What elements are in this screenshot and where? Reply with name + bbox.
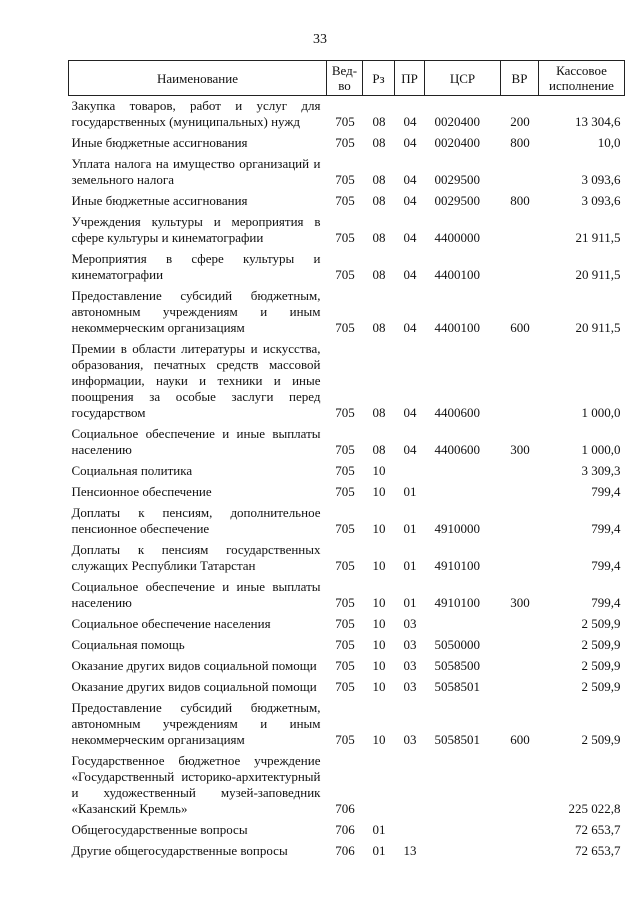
table-row — [69, 461, 625, 482]
cell-pr: 04 — [403, 267, 417, 282]
cell-name: Доплаты к пенсиям, дополнительное пенсионное обеспечение — [71, 505, 321, 536]
cell-csr: 5058501 — [434, 732, 480, 747]
cell-ved: 706 — [335, 801, 355, 816]
table-row — [69, 154, 625, 191]
cell-vr — [501, 249, 539, 286]
cell-vr — [501, 841, 539, 862]
cell-amount: 20 911,5 — [575, 267, 621, 282]
cell-csr: 4400100 — [434, 320, 480, 335]
table-row — [69, 751, 625, 820]
cell-ved: 706 — [335, 843, 355, 858]
cell-amount: 72 653,7 — [575, 843, 621, 858]
budget-table — [68, 60, 625, 862]
cell-rz: 10 — [372, 616, 386, 631]
cell-amount: 225 022,8 — [568, 801, 621, 816]
cell-vr: 600 — [510, 732, 530, 747]
cell-name: Социальное обеспечение населения — [71, 616, 271, 631]
header-name: Наименование — [69, 61, 327, 96]
cell-pr: 03 — [403, 616, 417, 631]
cell-vr — [501, 540, 539, 577]
cell-ved: 705 — [335, 193, 355, 208]
cell-ved: 705 — [335, 732, 355, 747]
table-row — [69, 656, 625, 677]
cell-pr: 04 — [403, 193, 417, 208]
cell-ved: 705 — [335, 135, 355, 150]
cell-csr: 4400000 — [434, 230, 480, 245]
cell-pr — [395, 751, 425, 820]
cell-ved: 706 — [335, 822, 355, 837]
cell-amount: 20 911,5 — [575, 320, 621, 335]
cell-csr: 0020400 — [434, 114, 480, 129]
cell-amount: 3 309,3 — [581, 463, 621, 478]
cell-csr: 0020400 — [434, 135, 480, 150]
cell-rz: 08 — [372, 193, 386, 208]
cell-vr — [501, 751, 539, 820]
cell-amount: 2 509,9 — [581, 637, 621, 652]
cell-rz: 08 — [372, 230, 386, 245]
cell-amount: 2 509,9 — [581, 732, 621, 747]
cell-name: Социальное обеспечение и иные выплаты населению — [71, 579, 321, 610]
cell-ved: 705 — [335, 679, 355, 694]
cell-csr: 4910000 — [434, 521, 480, 536]
cell-pr — [395, 461, 425, 482]
table-row — [69, 635, 625, 656]
cell-csr: 4910100 — [434, 558, 480, 573]
cell-rz: 08 — [372, 135, 386, 150]
cell-ved: 705 — [335, 558, 355, 573]
cell-csr: 4400100 — [434, 267, 480, 282]
table-row — [69, 191, 625, 212]
cell-rz: 08 — [372, 172, 386, 187]
table-row — [69, 286, 625, 339]
cell-name: Закупка товаров, работ и услуг для государственных (муниципальных) нужд — [71, 98, 321, 129]
cell-csr: 5050000 — [434, 637, 480, 652]
cell-amount: 799,4 — [591, 595, 621, 610]
cell-ved: 705 — [335, 658, 355, 673]
cell-vr: 300 — [510, 595, 530, 610]
cell-pr: 01 — [403, 595, 417, 610]
cell-rz: 08 — [372, 405, 386, 420]
cell-vr: 600 — [510, 320, 530, 335]
cell-csr — [425, 751, 501, 820]
cell-csr — [425, 482, 501, 503]
cell-amount: 1 000,0 — [581, 442, 621, 457]
header-amount: Кассовое исполнение — [539, 61, 625, 96]
cell-pr: 03 — [403, 679, 417, 694]
cell-rz: 10 — [372, 679, 386, 694]
cell-amount: 2 509,9 — [581, 658, 621, 673]
cell-vr — [501, 482, 539, 503]
cell-vr — [501, 339, 539, 424]
page-number: 33 — [313, 32, 327, 47]
table-row — [69, 339, 625, 424]
cell-rz: 08 — [372, 442, 386, 457]
table-body — [69, 96, 625, 863]
cell-ved: 705 — [335, 595, 355, 610]
cell-vr — [501, 656, 539, 677]
cell-ved: 705 — [335, 463, 355, 478]
cell-pr: 01 — [403, 484, 417, 499]
cell-ved: 705 — [335, 442, 355, 457]
cell-vr: 200 — [510, 114, 530, 129]
cell-name: Оказание других видов социальной помощи — [71, 658, 317, 673]
cell-vr — [501, 614, 539, 635]
cell-amount: 21 911,5 — [575, 230, 621, 245]
cell-vr: 800 — [510, 135, 530, 150]
table-row — [69, 614, 625, 635]
cell-name: Предоставление субсидий бюджетным, автономным учреждениям и иным некоммерческим организациям — [71, 700, 321, 747]
cell-csr: 4400600 — [434, 442, 480, 457]
cell-name: Доплаты к пенсиям государственных служащих Республики Татарстан — [71, 542, 321, 573]
cell-csr: 5058501 — [434, 679, 480, 694]
cell-name: Оказание других видов социальной помощи — [71, 679, 317, 694]
cell-csr: 0029500 — [434, 193, 480, 208]
cell-name: Мероприятия в сфере культуры и кинематографии — [71, 251, 321, 282]
cell-rz: 01 — [372, 843, 386, 858]
cell-amount: 799,4 — [591, 521, 621, 536]
cell-amount: 72 653,7 — [575, 822, 621, 837]
cell-rz: 10 — [372, 521, 386, 536]
header-csr: ЦСР — [425, 61, 501, 96]
cell-rz: 08 — [372, 114, 386, 129]
cell-csr: 5058500 — [434, 658, 480, 673]
cell-vr — [501, 635, 539, 656]
table-row — [69, 540, 625, 577]
table-row — [69, 841, 625, 862]
cell-amount: 2 509,9 — [581, 679, 621, 694]
table-row — [69, 482, 625, 503]
cell-pr: 04 — [403, 172, 417, 187]
cell-amount: 799,4 — [591, 484, 621, 499]
cell-ved: 705 — [335, 521, 355, 536]
cell-vr — [501, 154, 539, 191]
cell-pr: 03 — [403, 732, 417, 747]
cell-csr: 0029500 — [434, 172, 480, 187]
cell-pr: 04 — [403, 442, 417, 457]
cell-rz: 10 — [372, 463, 386, 478]
cell-amount: 3 093,6 — [581, 172, 621, 187]
cell-amount: 10,0 — [597, 135, 621, 150]
cell-name: Социальная помощь — [71, 637, 185, 652]
cell-csr: 4400600 — [434, 405, 480, 420]
cell-vr — [501, 677, 539, 698]
cell-amount: 3 093,6 — [581, 193, 621, 208]
cell-pr: 04 — [403, 320, 417, 335]
cell-csr — [425, 841, 501, 862]
cell-pr: 04 — [403, 135, 417, 150]
cell-vr — [501, 461, 539, 482]
cell-amount: 799,4 — [591, 558, 621, 573]
table-row — [69, 133, 625, 154]
table-row — [69, 677, 625, 698]
cell-ved: 705 — [335, 637, 355, 652]
cell-name: Общегосударственные вопросы — [71, 822, 248, 837]
table-row — [69, 424, 625, 461]
cell-csr — [425, 820, 501, 841]
table-row — [69, 96, 625, 134]
cell-amount: 1 000,0 — [581, 405, 621, 420]
header-vr: ВР — [501, 61, 539, 96]
cell-ved: 705 — [335, 267, 355, 282]
table-row — [69, 212, 625, 249]
cell-rz: 10 — [372, 558, 386, 573]
cell-name: Иные бюджетные ассигнования — [71, 135, 248, 150]
cell-vr — [501, 503, 539, 540]
cell-vr: 800 — [510, 193, 530, 208]
cell-rz: 10 — [372, 658, 386, 673]
cell-pr: 01 — [403, 521, 417, 536]
cell-pr — [395, 820, 425, 841]
cell-name: Иные бюджетные ассигнования — [71, 193, 248, 208]
cell-name: Уплата налога на имущество организаций и земельного налога — [71, 156, 321, 187]
cell-csr — [425, 461, 501, 482]
cell-pr: 04 — [403, 114, 417, 129]
table-header — [69, 61, 625, 96]
cell-pr: 03 — [403, 637, 417, 652]
table-row — [69, 698, 625, 751]
cell-pr: 04 — [403, 405, 417, 420]
cell-rz: 01 — [372, 822, 386, 837]
cell-ved: 705 — [335, 172, 355, 187]
cell-name: Государственное бюджетное учреждение «Государственный историко-архитектурный и художественный музей-заповедник «Казанский Кремль» — [71, 753, 321, 816]
header-ved: Вед-во — [327, 61, 363, 96]
cell-name: Социальное обеспечение и иные выплаты населению — [71, 426, 321, 457]
header-pr: ПР — [395, 61, 425, 96]
cell-ved: 705 — [335, 230, 355, 245]
table-row — [69, 503, 625, 540]
cell-amount: 13 304,6 — [575, 114, 621, 129]
cell-pr: 03 — [403, 658, 417, 673]
cell-rz: 10 — [372, 637, 386, 652]
cell-vr — [501, 212, 539, 249]
header-rz: Рз — [363, 61, 395, 96]
cell-pr: 13 — [403, 843, 417, 858]
cell-name: Пенсионное обеспечение — [71, 484, 212, 499]
cell-pr: 04 — [403, 230, 417, 245]
cell-rz: 10 — [372, 595, 386, 610]
cell-ved: 705 — [335, 114, 355, 129]
cell-ved: 705 — [335, 320, 355, 335]
cell-vr: 300 — [510, 442, 530, 457]
cell-rz: 08 — [372, 320, 386, 335]
cell-ved: 705 — [335, 616, 355, 631]
table-row — [69, 577, 625, 614]
table-row — [69, 820, 625, 841]
cell-csr: 4910100 — [434, 595, 480, 610]
cell-rz — [363, 751, 395, 820]
cell-name: Другие общегосударственные вопросы — [71, 843, 288, 858]
header-row — [69, 61, 625, 96]
cell-rz: 08 — [372, 267, 386, 282]
cell-vr — [501, 820, 539, 841]
cell-ved: 705 — [335, 484, 355, 499]
cell-name: Учреждения культуры и мероприятия в сфере культуры и кинематографии — [71, 214, 321, 245]
cell-name: Социальная политика — [71, 463, 193, 478]
cell-name: Предоставление субсидий бюджетным, автономным учреждениям и иным некоммерческим организациям — [71, 288, 321, 335]
cell-pr: 01 — [403, 558, 417, 573]
cell-ved: 705 — [335, 405, 355, 420]
cell-name: Премии в области литературы и искусства, образования, печатных средств массовой информации, науки и техники и иные поощрения за особые заслуги перед государством — [71, 341, 321, 420]
cell-amount: 2 509,9 — [581, 616, 621, 631]
cell-rz: 10 — [372, 484, 386, 499]
cell-csr — [425, 614, 501, 635]
cell-rz: 10 — [372, 732, 386, 747]
table-row — [69, 249, 625, 286]
